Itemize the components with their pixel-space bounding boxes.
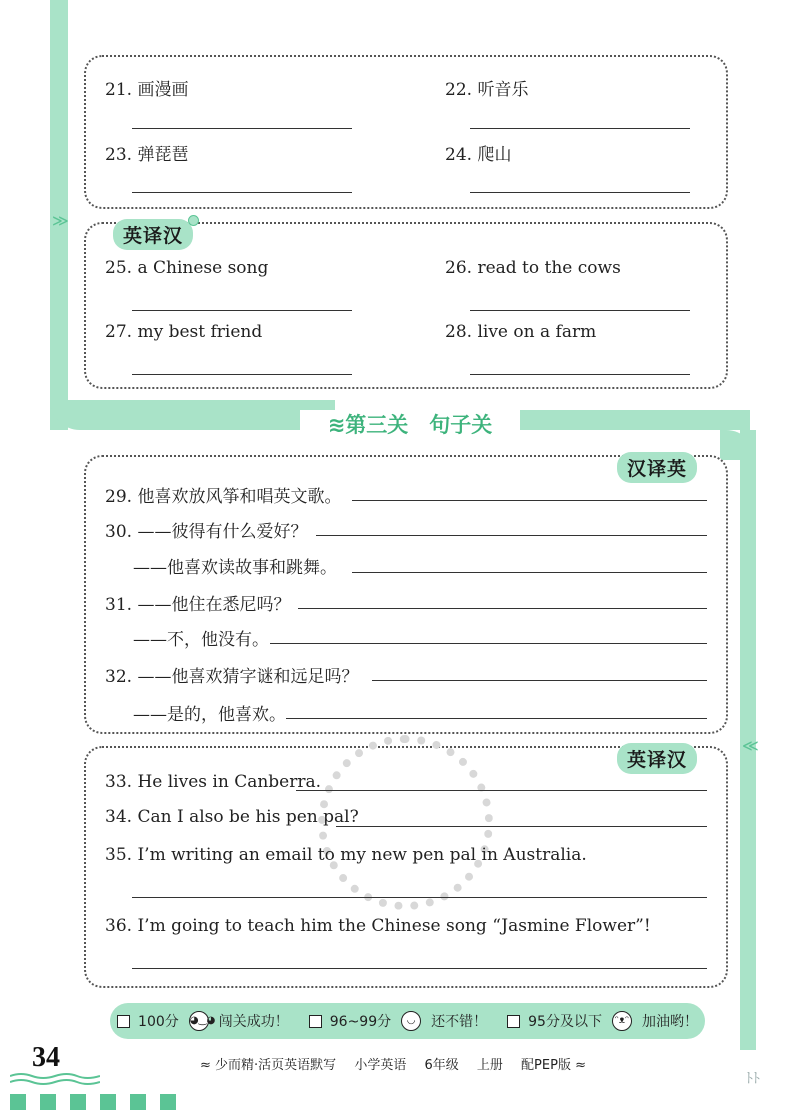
face-icon: ◕‿◕: [189, 1011, 209, 1031]
answer-line[interactable]: [132, 310, 352, 311]
wave-decor-icon: [10, 1072, 100, 1086]
en-cn-tag: 英译汉: [617, 743, 697, 774]
en-cn-tag: 英译汉: [113, 219, 193, 250]
chevron-decor-icon: ≪: [742, 736, 759, 755]
square-icon: [10, 1094, 26, 1110]
answer-line[interactable]: [286, 718, 707, 719]
checkbox-100[interactable]: [117, 1015, 130, 1028]
question-item: 33. He lives in Canberra.: [105, 772, 322, 792]
answer-line[interactable]: [352, 500, 707, 501]
question-item: 25. a Chinese song: [105, 258, 269, 278]
square-icon: [40, 1094, 56, 1110]
answer-line[interactable]: [296, 790, 707, 791]
answer-line[interactable]: [132, 128, 352, 129]
side-mark: ﾄﾄ: [746, 1071, 760, 1087]
square-icon: [70, 1094, 86, 1110]
answer-line[interactable]: [336, 826, 707, 827]
question-item: 30. ——彼得有什么爱好？: [105, 522, 308, 542]
page-number: 34: [32, 1042, 60, 1073]
square-icon: [100, 1094, 116, 1110]
question-item: 27. my best friend: [105, 322, 263, 342]
frame-left-corner: [50, 400, 335, 430]
question-item: 35. I’m writing an email to my new pen pal in Australia.: [105, 845, 587, 865]
answer-line[interactable]: [316, 535, 707, 536]
checkbox-96-99[interactable]: [309, 1015, 322, 1028]
chevron-decor-icon: ≫: [52, 211, 69, 230]
question-item: 36. I’m going to teach him the Chinese song “Jasmine Flower”!: [105, 916, 651, 936]
answer-line[interactable]: [132, 192, 352, 193]
question-item: 28. live on a farm: [445, 322, 597, 342]
section-title: ≋第三关 句子关: [300, 410, 520, 440]
question-item: ——是的，他喜欢。: [133, 705, 286, 725]
question-item: 23. 弹琵琶: [105, 145, 189, 165]
answer-line[interactable]: [352, 572, 707, 573]
series-name: ≈ 少而精·活页英语默写: [200, 1058, 337, 1073]
answer-line[interactable]: [298, 608, 707, 609]
subject-name: 小学英语: [354, 1058, 407, 1073]
square-icon: [160, 1094, 176, 1110]
question-item: 29. 他喜欢放风筝和唱英文歌。: [105, 487, 342, 507]
answer-line[interactable]: [270, 643, 707, 644]
answer-line[interactable]: [132, 374, 352, 375]
question-item: 26. read to the cows: [445, 258, 621, 278]
answer-line[interactable]: [470, 192, 690, 193]
footer-info: [200, 1054, 600, 1073]
answer-line[interactable]: [470, 310, 690, 311]
question-item: 32. ——他喜欢猜字谜和远足吗？: [105, 667, 359, 687]
question-item: 22. 听音乐: [445, 80, 529, 100]
edition-label: 配PEP版 ≈: [521, 1058, 586, 1073]
answer-line[interactable]: [470, 374, 690, 375]
question-item: 34. Can I also be his pen pal?: [105, 807, 359, 827]
question-item: ——不，他没有。: [133, 630, 269, 650]
square-decor: [10, 1094, 176, 1110]
frame-bottom-bar: [520, 410, 750, 430]
answer-line[interactable]: [132, 968, 707, 969]
answer-line[interactable]: [132, 897, 707, 898]
score-bar: 100分 ◕‿◕ 闯关成功！ 96~99分 ◡ 还不错！ 95分及以下 ᵔᴥᵔ 加油哟！: [110, 1003, 705, 1039]
answer-line[interactable]: [470, 128, 690, 129]
checkbox-95-below[interactable]: [507, 1015, 520, 1028]
cheer-icon: ᵔᴥᵔ: [612, 1011, 632, 1031]
cn-en-tag: 汉译英: [617, 452, 697, 483]
volume-label: 上册: [476, 1058, 503, 1073]
square-icon: [130, 1094, 146, 1110]
grade-label: 6年级: [424, 1058, 459, 1073]
answer-line[interactable]: [372, 680, 707, 681]
question-item: 31. ——他住在悉尼吗？: [105, 595, 291, 615]
smile-icon: ◡: [401, 1011, 421, 1031]
question-item: 24. 爬山: [445, 145, 512, 165]
question-item: 21. 画漫画: [105, 80, 189, 100]
question-item: ——他喜欢读故事和跳舞。: [133, 558, 337, 578]
